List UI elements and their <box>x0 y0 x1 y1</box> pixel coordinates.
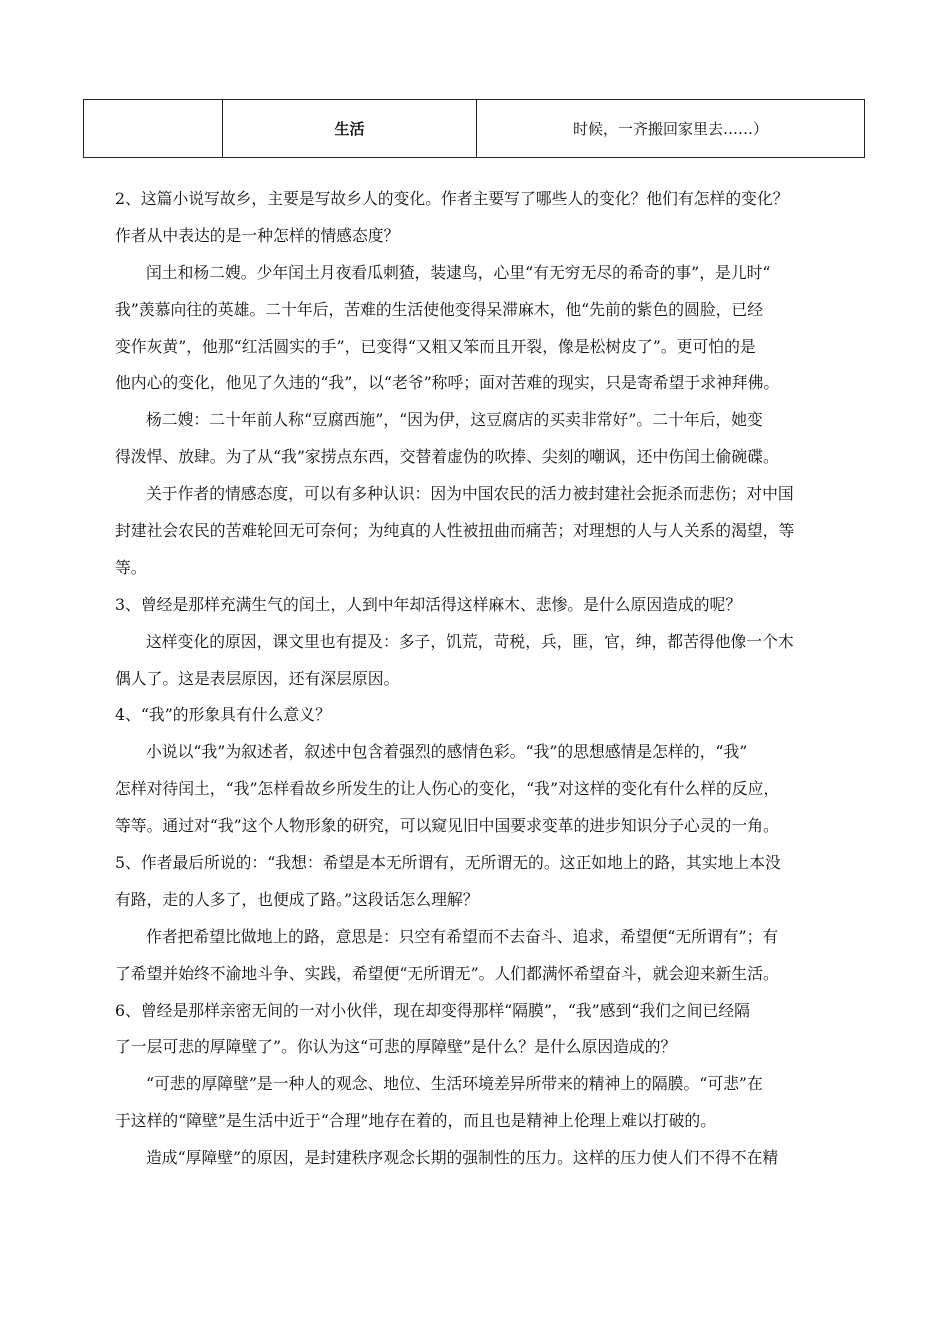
table-row <box>84 100 865 158</box>
text-line: 杨二嫂：二十年前人称“豆腐西施”，“因为伊，这豆腐店的买卖非常好”。二十年后，她变 <box>146 410 763 430</box>
text-line: 小说以“我”为叙述者，叙述中包含着强烈的感情色彩。“我”的思想感情是怎样的，“我” <box>146 742 748 762</box>
text-line: 4、“我”的形象具有什么意义？ <box>115 705 331 725</box>
text-line: 5、作者最后所说的：“我想：希望是本无所谓有，无所谓无的。这正如地上的路，其实地上本没 <box>115 853 781 873</box>
text-line: 怎样对待闰土，“我”怎样看故乡所发生的让人伤心的变化，“我”对这样的变化有什么样的反应， <box>115 779 780 799</box>
text-line: 闰土和杨二嫂。少年闰土月夜看瓜刺猹，装逮鸟，心里“有无穷无尽的希奇的事”，是儿时“ <box>146 262 771 282</box>
text-line: 等。 <box>115 557 147 577</box>
text-line: 偶人了。这是表层原因，还有深层原因。 <box>115 668 400 688</box>
text-line: 作者从中表达的是一种怎样的情感态度？ <box>115 225 400 245</box>
text-line: 作者把希望比做地上的路，意思是：只空有希望而不去奋斗、追求，希望便“无所谓有”；有 <box>146 926 779 946</box>
text-line: 得泼悍、放肆。为了从“我”家捞点东西，交替着虚伪的吹捧、尖刻的嘲讽，还中伤闰土偷碗碟。 <box>115 447 779 467</box>
text-line: 2、这篇小说写故乡，主要是写故乡人的变化。作者主要写了哪些人的变化？他们有怎样的变化？ <box>115 189 789 208</box>
text-line: 封建社会农民的苦难轮回无可奈何；为纯真的人性被扭曲而痛苦；对理想的人与人关系的渴望，等 <box>115 521 795 541</box>
text-line: “可悲的厚障壁”是一种人的观念、地位、生活环境差异所带来的精神上的隔膜。“可悲”在 <box>146 1074 763 1094</box>
text-line: 关于作者的情感态度，可以有多种认识：因为中国农民的活力被封建社会扼杀而悲伤；对中国 <box>146 484 794 504</box>
text-line: 他内心的变化，他见了久违的“我”，以“老爷”称呼；面对苦难的现实，只是寄希望于求神拜佛。 <box>115 373 780 393</box>
text-line: 这样变化的原因，课文里也有提及：多子，饥荒，苛税，兵，匪，官，绅，都苦得他像一个木 <box>146 631 794 651</box>
table-cell-content: 时候，一齐搬回家里去……） <box>477 100 865 158</box>
text-line: 造成“厚障壁”的原因，是封建秩序观念长期的强制性的压力。这样的压力使人们不得不在精 <box>146 1148 779 1168</box>
text-line: 等等。通过对“我”这个人物形象的研究，可以窥见旧中国要求变革的进步知识分子心灵的一角。 <box>115 816 779 836</box>
text-line: 变作灰黄”，他那“红活圆实的手”，已变得“又粗又笨而且开裂，像是松树皮了”。更可怕的是 <box>115 336 756 356</box>
text-line: 于这样的“障壁”是生活中近于“合理”地存在着的，而且也是精神上伦理上难以打破的。 <box>115 1111 716 1131</box>
summary-table-fragment <box>83 99 865 158</box>
table-cell-empty <box>84 100 223 158</box>
text-line: 了一层可悲的厚障壁了”。你认为这“可悲的厚障壁”是什么？是什么原因造成的？ <box>115 1037 677 1057</box>
document-body <box>115 181 850 1177</box>
text-line: 我”羡慕向往的英雄。二十年后，苦难的生活使他变得呆滞麻木，他“先前的紫色的圆脸，已经 <box>115 299 764 319</box>
table-cell-label: 生活 <box>223 100 477 158</box>
text-line: 有路，走的人多了，也便成了路。”这段话怎么理解？ <box>115 889 479 909</box>
text-line: 3、曾经是那样充满生气的闰土，人到中年却活得这样麻木、悲惨。是什么原因造成的呢？ <box>115 594 742 614</box>
text-line: 了希望并始终不渝地斗争、实践，希望便“无所谓无”。人们都满怀希望奋斗，就会迎来新生活。 <box>115 963 779 983</box>
text-line: 6、曾经是那样亲密无间的一对小伙伴，现在却变得那样“隔膜”，“我”感到“我们之间已经隔 <box>115 1000 750 1020</box>
